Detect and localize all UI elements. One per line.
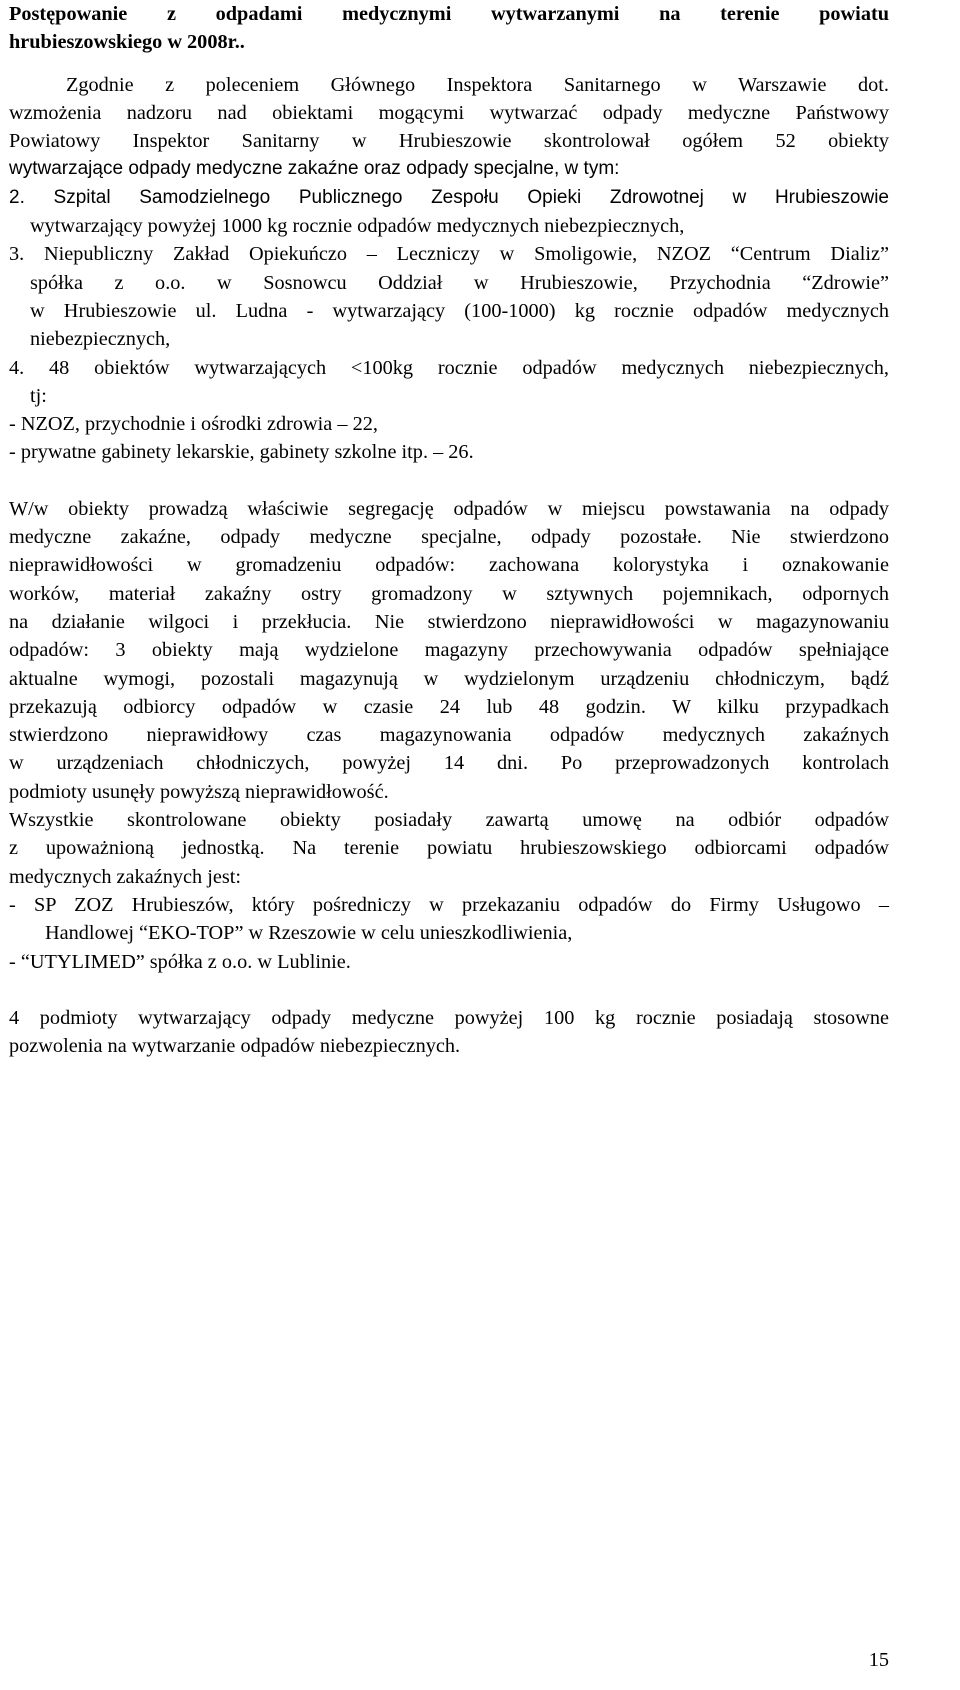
intro-line: wytwarzające odpady medyczne zakaźne oraz odpady specjalne, w tym: <box>9 158 620 180</box>
body-paragraph <box>9 1004 889 1061</box>
paragraph-gap <box>9 467 889 495</box>
list-item-line: tj: <box>30 384 47 407</box>
dash-item: - prywatne gabinety lekarskie, gabinety szkolne itp. – 26. <box>9 441 474 464</box>
list-item-line: wytwarzający powyżej 1000 kg rocznie odpadów medycznych niebezpiecznych, <box>30 215 685 238</box>
body-line: medyczne zakaźne, odpady medyczne specjalne, odpady pozostałe. Nie stwierdzono <box>9 526 889 549</box>
body-paragraph <box>9 495 889 806</box>
list-item-line: 3. Niepubliczny Zakład Opiekuńczo – Leczniczy w Smoligowie, NZOZ “Centrum Dializ” <box>9 243 889 266</box>
dash-item: - “UTYLIMED” spółka z o.o. w Lublinie. <box>9 950 351 973</box>
intro-line: wzmożenia nadzoru nad obiektami mogącymi wytwarzać odpady medyczne Państwowy <box>9 101 889 124</box>
list-item-line: niebezpiecznych, <box>30 328 171 351</box>
paragraph-gap <box>9 976 889 1004</box>
facility-list <box>9 184 889 467</box>
body-line: podmioty usunęły powyższą nieprawidłowość. <box>9 780 389 803</box>
body-line: W/w obiekty prowadzą właściwie segregację odpadów w miejscu powstawania na odpady <box>9 497 889 520</box>
list-item-line: 4. 48 obiektów wytwarzających <100kg rocznie odpadów medycznych niebezpiecznych, <box>9 356 889 379</box>
body-line: medycznych zakaźnych jest: <box>9 865 241 888</box>
body-line: w urządzeniach chłodniczych, powyżej 14 dni. Po przeprowadzonych kontrolach <box>9 752 889 775</box>
document-title <box>9 0 889 57</box>
intro-line: Powiatowy Inspektor Sanitarny w Hrubieszowie skontrolował ogółem 52 obiekty <box>9 130 889 153</box>
dash-item-continuation: Handlowej “EKO-TOP” w Rzeszowie w celu unieszkodliwienia, <box>45 922 573 945</box>
body-line: worków, materiał zakaźny ostry gromadzony w sztywnych pojemnikach, odpornych <box>9 582 889 605</box>
body-line: z upoważnioną jednostką. Na terenie powiatu hrubieszowskiego odbiorcami odpadów <box>9 837 889 860</box>
body-line: stwierdzono nieprawidłowy czas magazynowania odpadów medycznych zakaźnych <box>9 724 889 747</box>
body-line: przekazują odbiorcy odpadów w czasie 24 lub 48 godzin. W kilku przypadkach <box>9 695 889 718</box>
intro-line: Zgodnie z poleceniem Głównego Inspektora Sanitarnego w Warszawie dot. <box>66 73 889 96</box>
dash-item: - NZOZ, przychodnie i ośrodki zdrowia – 22, <box>9 413 378 436</box>
body-line: pozwolenia na wytwarzanie odpadów niebezpiecznych. <box>9 1035 461 1058</box>
title-line: Postępowanie z odpadami medycznymi wytwarzanymi na terenie powiatu <box>9 3 889 25</box>
body-paragraph <box>9 806 889 976</box>
page-number: 15 <box>868 1649 889 1671</box>
body-line: na działanie wilgoci i przekłucia. Nie stwierdzono nieprawidłowości w magazynowaniu <box>9 610 889 633</box>
list-item-line: w Hrubieszowie ul. Ludna - wytwarzający (100-1000) kg rocznie odpadów medycznych <box>30 299 889 322</box>
body-line: 4 podmioty wytwarzający odpady medyczne powyżej 100 kg rocznie posiadają stosowne <box>9 1006 889 1029</box>
body-line: nieprawidłowości w gromadzeniu odpadów: zachowana kolorystyka i oznakowanie <box>9 554 889 577</box>
body-line: aktualne wymogi, pozostali magazynują w wydzielonym urządzeniu chłodniczym, bądź <box>9 667 889 690</box>
dash-item: - SP ZOZ Hrubieszów, który pośredniczy w przekazaniu odpadów do Firmy Usługowo – <box>9 893 889 916</box>
intro-paragraph <box>9 71 889 184</box>
list-item-line: 2. Szpital Samodzielnego Publicznego Zespołu Opieki Zdrowotnej w Hrubieszowie <box>9 186 889 208</box>
list-item-line: spółka z o.o. w Sosnowcu Oddział w Hrubieszowie, Przychodnia “Zdrowie” <box>30 271 889 294</box>
body-line: Wszystkie skontrolowane obiekty posiadały zawartą umowę na odbiór odpadów <box>9 809 889 832</box>
body-line: odpadów: 3 obiekty mają wydzielone magazyny przechowywania odpadów spełniające <box>9 639 889 662</box>
title-line: hrubieszowskiego w 2008r.. <box>9 31 245 54</box>
document-page <box>9 0 889 1060</box>
